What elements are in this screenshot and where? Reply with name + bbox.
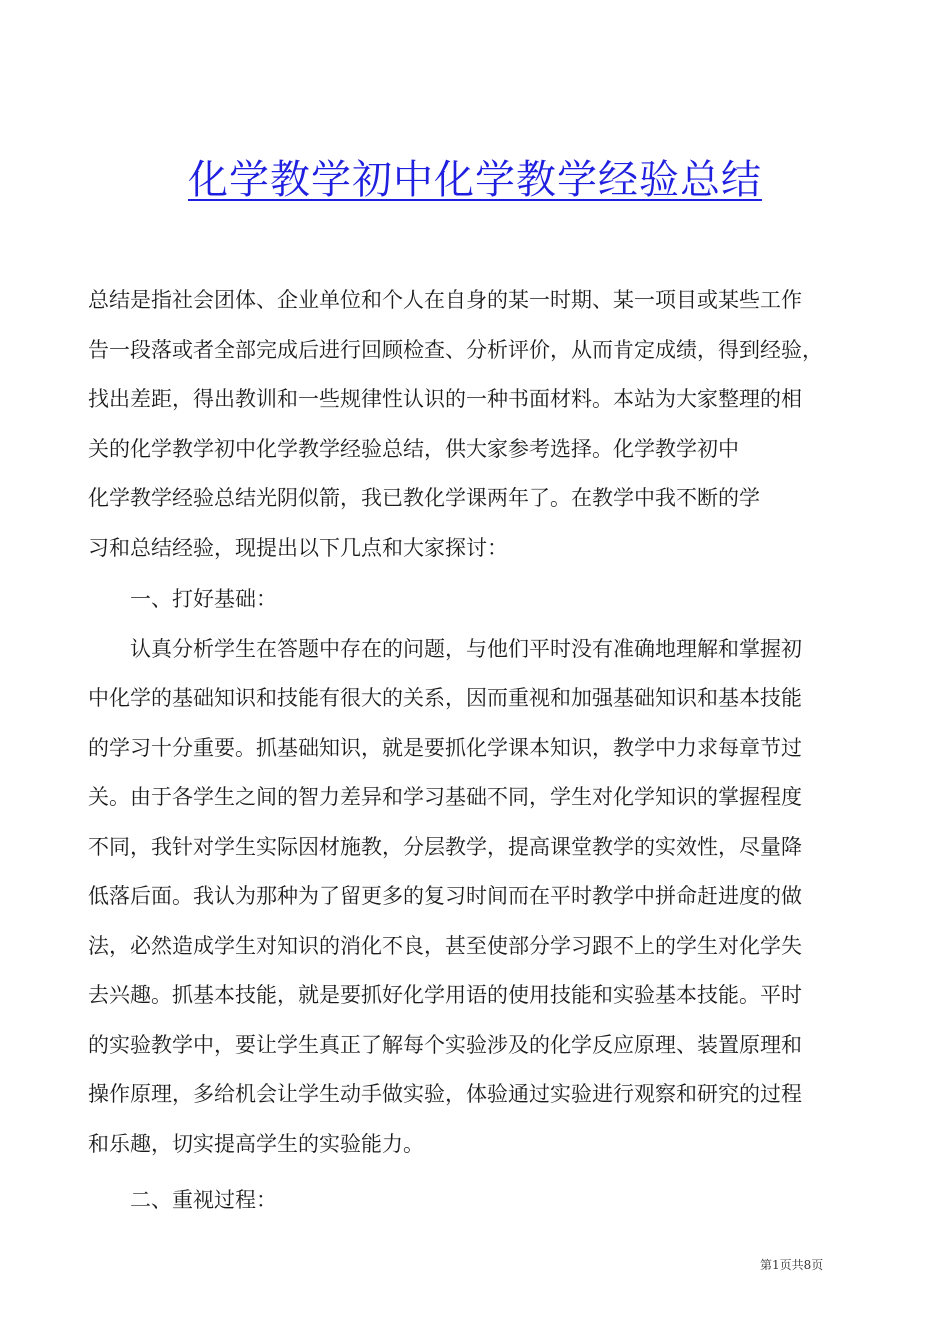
body-line: 和乐趣，切实提高学生的实验能力。 xyxy=(88,1132,424,1156)
body-line: 找出差距，得出教训和一些规律性认识的一种书面材料。本站为大家整理的相 xyxy=(88,387,802,411)
body-line: 总结是指社会团体、企业单位和个人在自身的某一时期、某一项目或某些工作 xyxy=(88,288,802,312)
body-line: 习和总结经验，现提出以下几点和大家探讨： xyxy=(88,536,508,560)
page-number: 第1页共8页 xyxy=(760,1258,824,1272)
body-line: 化学教学经验总结光阴似箭，我已教化学课两年了。在教学中我不断的学 xyxy=(88,486,760,510)
body-line: 不同，我针对学生实际因材施教，分层教学，提高课堂教学的实效性，尽量降 xyxy=(88,835,802,859)
body-line: 法，必然造成学生对知识的消化不良，甚至使部分学习跟不上的学生对化学失 xyxy=(88,934,802,958)
document-title-link[interactable]: 化学教学初中化学教学经验总结 xyxy=(188,157,762,203)
body-line: 认真分析学生在答题中存在的问题，与他们平时没有准确地理解和掌握初 xyxy=(130,637,802,661)
title-block xyxy=(0,148,950,205)
body-line: 操作原理，多给机会让学生动手做实验，体验通过实验进行观察和研究的过程 xyxy=(88,1082,802,1106)
body-line: 低落后面。我认为那种为了留更多的复习时间而在平时教学中拼命赶进度的做 xyxy=(88,884,802,908)
body-line: 关的化学教学初中化学教学经验总结，供大家参考选择。化学教学初中 xyxy=(88,437,739,461)
body-line: 告一段落或者全部完成后进行回顾检查、分析评价，从而肯定成绩，得到经验， xyxy=(88,338,823,362)
body-line: 的学习十分重要。抓基础知识，就是要抓化学课本知识，教学中力求每章节过 xyxy=(88,736,802,760)
body-line: 中化学的基础知识和技能有很大的关系，因而重视和加强基础知识和基本技能 xyxy=(88,686,802,710)
section-heading: 二、重视过程： xyxy=(130,1188,277,1212)
body-line: 的实验教学中，要让学生真正了解每个实验涉及的化学反应原理、装置原理和 xyxy=(88,1033,802,1057)
body-line: 去兴趣。抓基本技能，就是要抓好化学用语的使用技能和实验基本技能。平时 xyxy=(88,983,802,1007)
section-heading: 一、打好基础： xyxy=(130,587,277,611)
body-line: 关。由于各学生之间的智力差异和学习基础不同，学生对化学知识的掌握程度 xyxy=(88,785,802,809)
